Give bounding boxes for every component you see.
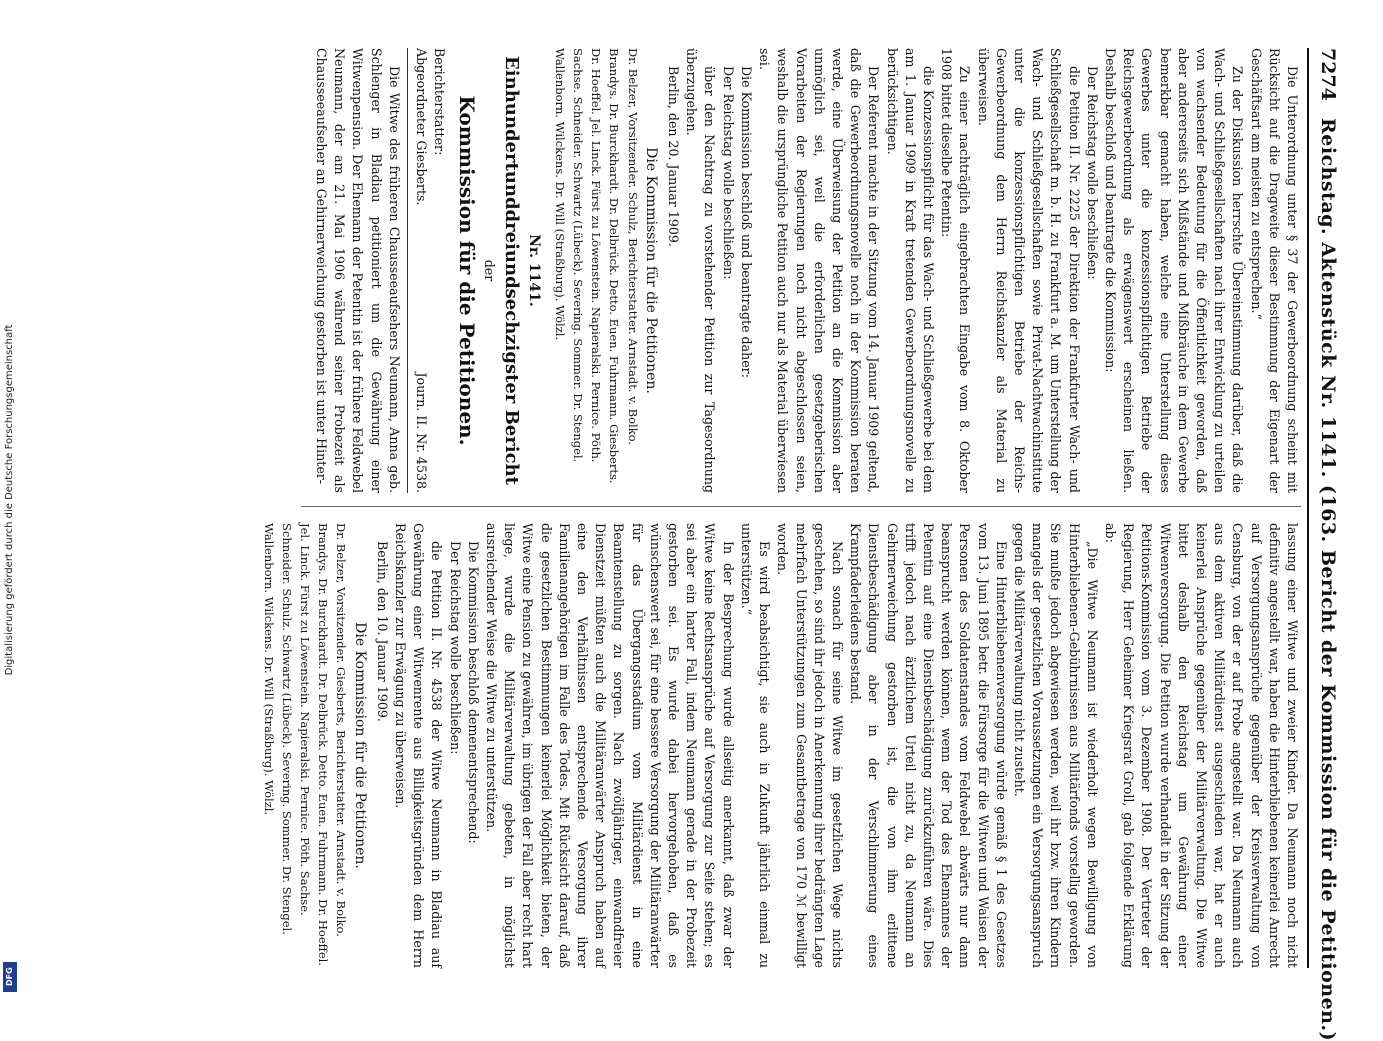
paragraph: Zu einer nachträglich eingebrachten Eingabe vom 8. Oktober 1908 bittet dieselbe Petentin: xyxy=(939,48,973,493)
journal-number: Journ. II. Nr. 4538. xyxy=(414,372,430,493)
paragraph: Der Reichstag wolle beschließen: xyxy=(447,541,463,755)
header-rule xyxy=(1307,48,1309,968)
commission-members: Dr. Belzer, Vorsitzender. Giesberts, Berichterstatter. Arnstadt. v. Bolko. Brandys. Dr. Burckhardt. Dr. Delbrück. Detto. Euen. Fuhrmann. Dr. Hoeffel. Jel. Linck. Fürst zu Löwenstein. Napieralski. Pernice. Pöth. Sachse. Schneider. Schulz. Schwartz (Lübeck). Severing. Sommer. Dr. Stengel. Wallenborn. Wilckens. Dr. Will (Straßburg). Wölzl. xyxy=(261,523,349,966)
commission-members: Dr. Belzer, Vorsitzender. Schulz, Berichterstatter. Arnstadt. v. Bolko. Brandys. Dr. Burckhardt. Dr. Delbrück. Detto. Euen. Fuhrmann. Giesberts. Dr. Hoeffel. Jel. Linck. Fürst zu Löwenstein. Napieralski. Pernice. Pöth. Sachse. Schneider. Schwartz (Lübeck). Severing. Sommer. Dr. Stengel. Wallenborn. Wilckens. Dr. Will (Straßburg). Wölzl. xyxy=(552,48,640,484)
paragraph: Die Kommission beschloß und beantragte daher: xyxy=(738,66,754,378)
paragraph: Die Kommission beschloß demenentsprechend: xyxy=(465,541,481,844)
page-number: 7274 xyxy=(1317,48,1339,101)
paragraph: lassung einer Witwe und zweier Kinder. Da Neumann noch nicht definitiv angestellt war, haben die Hinterbliebenen keinerlei Anrecht auf Versorgungsansprüche gegenüber der Kreisverwaltung von Censburg, von der er auf Probe angestellt war. Da Neumann auch aus dem aktiven Militärdienst ausgeschieden war, hat er auch keinerlei Ansprüche gegenüber der Militärverwaltung. Die Witwe bittet deshalb den Reichstag um Gewährung einer Witwenversorgung. Die Petition wurde verhandelt in der Sitzung der Petitions-Kommission vom 3. Dezember 1908. Der Vertreter der Regierung, Herr Geheimer Kriegsrat Groll, gab folgende Erklärung ab: xyxy=(1102,523,1300,968)
paragraph: Die Unterordnung unter § 37 der Gewerbeordnung scheint mit Rücksicht auf die Dragweite dieser Bestimmung der Eigenart der Geschäftsart am meisten zu entsprechen.“ xyxy=(1248,48,1300,493)
left-column xyxy=(312,48,1301,493)
rotated-content xyxy=(75,48,1345,1041)
digitization-credit: Digitalisierung gefördert durch die Deutsche Forschungsgemeinschaft xyxy=(4,324,15,676)
reporter-row xyxy=(412,48,430,493)
paragraph: die Konzessionspflicht für das Wach- und Schließgewerbe bei dem am 1. Januar 1909 in Kraft tretenden Gewerbeordnungsnovelle zu berücksichtigen. xyxy=(884,48,936,493)
paragraph: In der Besprechung wurde allseitig anerkannt, daß zwar der Witwe keine Rechtsansprüche auf Versorgung zur Seite stehen; es sei aber ein harter Fall, indem Neumann gerade in der Probezeit gestorben sei. Es wurde dabei hervorgehoben, daß es wünschenswert sei, für eine bessere Versorgung der Militäranwärter für das Übergangsstadium vom Militärdienst in eine Beamtenstellung zu sorgen. Nach zwölfjähriger, einwandfreier Dienstzeit müßten auch die Militäranwärter Anspruch haben auf eine den Verhältnissen entsprechende Versorgung ihrer Familienangehörigen im Falle des Todes. Mit Rücksicht darauf, daß die gesetzlichen Bestimmungen keinerlei Möglichkeit bieten, der Witwe eine Pension zu gewähren, im übrigen der Fall aber recht hart liege, wurde die Militärverwaltung gebeten, in möglichst ausreichender Weise die Witwe zu unterstützen. xyxy=(484,523,736,968)
commission-signature-title: Die Kommission für die Petitionen. xyxy=(351,622,368,869)
reporter-label: Berichterstatter: xyxy=(432,48,448,156)
reporter-name: Abgeordneter Giesberts. xyxy=(414,48,430,206)
separator xyxy=(407,48,410,493)
paragraph: Die Witwe des früheren Chausseeaufsehers Neumann, Anna geb. Schlenger in Bladiau petitioniert um die Gewährung einer Witwenpension. Der Ehemann der Petentin ist der frühere Feldwebel Neumann, der am 21. Mai 1906 während seiner Probezeit als Chausseeaufseher an Gehirnerweichung gestorben ist unter Hinter- xyxy=(314,48,402,493)
document-number: Nr. 1141. xyxy=(525,234,542,307)
paragraph: Der Reichstag wolle beschließen: xyxy=(1084,66,1100,280)
paragraph: Der Reichstag wolle beschließen: xyxy=(720,66,736,280)
paragraph: Eine Hinterbliebenenversorgung würde gemäß § 1 des Gesetzes vom 13. Juni 1895 betr. die Fürsorge für die Witwen und Waisen der Personen des Soldatenstandes vom Feldwebel abwärts nur dann beansprucht werden können, wenn der Tod des Ehemannes der Petentin auf eine Dienstbeschädigung zurückzuführen wäre. Dies trifft jedoch nach ärztlichem Urteil nicht zu, da Neumann an Gehirnerweichung gestorben ist, die von ihm erlittene Dienstbeschädigung aber in der Verschlimmerung eines Krampfaderleidens bestand. xyxy=(848,523,1009,968)
paragraph: die Petition II. Nr. 2225 der Direktion der Frankfurter Wach- und Schließgesellschaft m. b. H. zu Frankfurt a. M. um Unterstellung der Wach- und Schließgesellschaften sowie Privat-Nachtwachinstitute unter die konzessionspflichtigen Betriebe der Reichs-Gewerbeordnung dem Herrn Reichskanzler als Material zu überweisen. xyxy=(975,48,1082,493)
commission-signature-title: Die Kommission für die Petitionen. xyxy=(642,147,659,394)
right-column xyxy=(259,523,1301,968)
date-line: Berlin, den 10. Januar 1909. xyxy=(374,541,390,722)
date-line: Berlin, den 20. Januar 1909. xyxy=(666,66,682,247)
paragraph: Es wird beabsichtigt, sie auch in Zukunft jährlich einmal zu unterstützen.“ xyxy=(738,523,773,968)
page-header xyxy=(1311,48,1345,1041)
report-kommission: Kommission für die Petitionen. xyxy=(455,95,480,446)
column-divider xyxy=(301,506,1301,507)
paragraph: Nach sonach für seine Witwe im gesetzlichen Wege nichts geschehen, so sind ihr jedoch in Anerkennung ihrer bedrängten Lage mehrfach Unterstützungen zum Gesamtbetrage von 170 ℳ bewilligt worden. xyxy=(775,523,845,968)
report-der: der xyxy=(482,259,498,282)
paragraph: über den Nachtrag zu vorstehender Petition zur Tagesordnung überzugehen. xyxy=(684,48,718,493)
paragraph: die Petition II. Nr. 4538 der Witwe Neumann in Bladiau auf Gewährung einer Witwenrente aus Billigkeitsgründen dem Herrn Reichskanzler zur Erwägung zu überweisen. xyxy=(393,523,445,968)
paragraph: Der Referent machte in der Sitzung vom 14. Januar 1909 geltend, daß die Gewerbeordnungsnovelle noch in der Kommission beraten werde, eine Überweisung der Petition an die Kommission aber unmöglich sei, weil die erforderlichen gesetzgeberischen Vorarbeiten der Regierungen noch nicht abgeschlossen seien, weshalb die ursprüngliche Petition auch nur als Material überwiesen sei. xyxy=(757,48,882,493)
running-title: Reichstag. Aktenstück Nr. 1141. (163. Bericht der Kommission für die Petitionen.) xyxy=(1317,118,1339,1041)
paragraph: Zu der Diskussion herrschte Übereinstimmung darüber, daß die Wach- und Schließgesellschaften nach ihrer Entwicklung zu urteilen von wachsender Bedeutung für die Öffentlichkeit geworden, daß aber andererseits sich Mißstände und Mißbräuche in dem Gewerbe bemerkbar gemacht haben, welche eine Unterstellung dieses Gewerbes unter die konzessionspflichtigen Betriebe der Reichsgewerbeordnung als erwägenswert erscheinen ließen. Deshalb beschloß und beantragte die Kommission: xyxy=(1102,48,1246,493)
report-title: Einhundertunddreiundsechzigster Bericht xyxy=(501,56,523,485)
dfg-logo: DFG xyxy=(3,962,17,992)
paragraph: „Die Witwe Neumann ist wiederholt wegen Bewilligung von Hinterbliebenen-Gebührnissen aus Militärfonds vorstellig geworden. Sie mußte jedoch abgewiesen werden, weil ihr bzw. ihren Kindern mangels der gesetzlichen Voraussetzungen ein Versorgungsanspruch gegen die Militärverwaltung nicht zusteht. xyxy=(1011,523,1100,968)
